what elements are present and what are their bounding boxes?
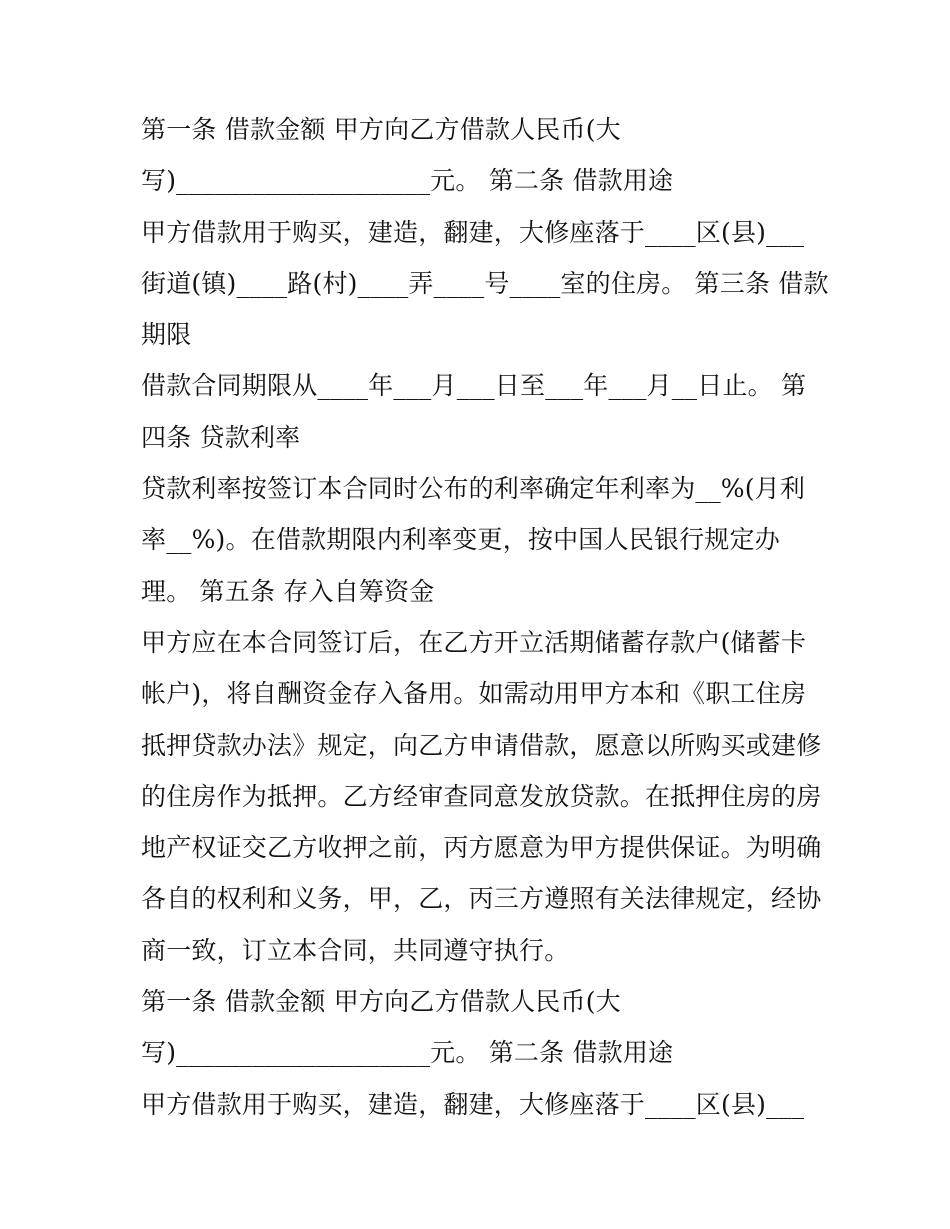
text-line: 街道(镇)____路(村)____弄____号____室的住房。 第三条 借款: [141, 268, 829, 298]
text-line: 抵押贷款办法》规定，向乙方申请借款，愿意以所购买或建修: [141, 730, 822, 760]
text-line: 贷款利率按签订本合同时公布的利率确定年利率为__%(月利: [141, 474, 806, 504]
text-line: 甲方应在本合同签订后，在乙方开立活期储蓄存款户(储蓄卡: [141, 627, 807, 657]
text-line: 的住房作为抵押。乙方经审查同意发放贷款。在抵押住房的房: [141, 781, 822, 811]
text-line: 第一条 借款金额 甲方向乙方借款人民币(大: [141, 115, 621, 144]
text-line: 理。 第五条 存入自筹资金: [141, 576, 435, 606]
text-line: 甲方借款用于购买，建造，翻建，大修座落于____区(县)___: [141, 1089, 805, 1119]
text-line: 商一致，订立本合同，共同遵守执行。: [141, 935, 570, 965]
contract-text: [141, 110, 831, 1136]
text-line: 第一条 借款金额 甲方向乙方借款人民币(大: [141, 987, 621, 1017]
text-line: 各自的权利和义务，甲，乙，丙三方遵照有关法律规定，经协: [141, 884, 822, 914]
text-line: 期限: [141, 320, 192, 350]
text-line: 写)____________________元。 第二条 借款用途: [141, 1038, 674, 1068]
text-line: 甲方借款用于购买，建造，翻建，大修座落于____区(县)___: [141, 217, 805, 247]
text-line: 写)____________________元。 第二条 借款用途: [141, 166, 674, 196]
text-line: 率__%)。在借款期限内利率变更，按中国人民银行规定办: [141, 525, 780, 555]
text-line: 借款合同期限从____年___月___日至___年___月__日止。 第: [141, 371, 807, 401]
text-line: 四条 贷款利率: [141, 422, 301, 452]
text-line: 帐户)，将自酬资金存入备用。如需动用甲方本和《职工住房: [141, 679, 807, 709]
text-line: 地产权证交乙方收押之前，丙方愿意为甲方提供保证。为明确: [141, 833, 822, 863]
